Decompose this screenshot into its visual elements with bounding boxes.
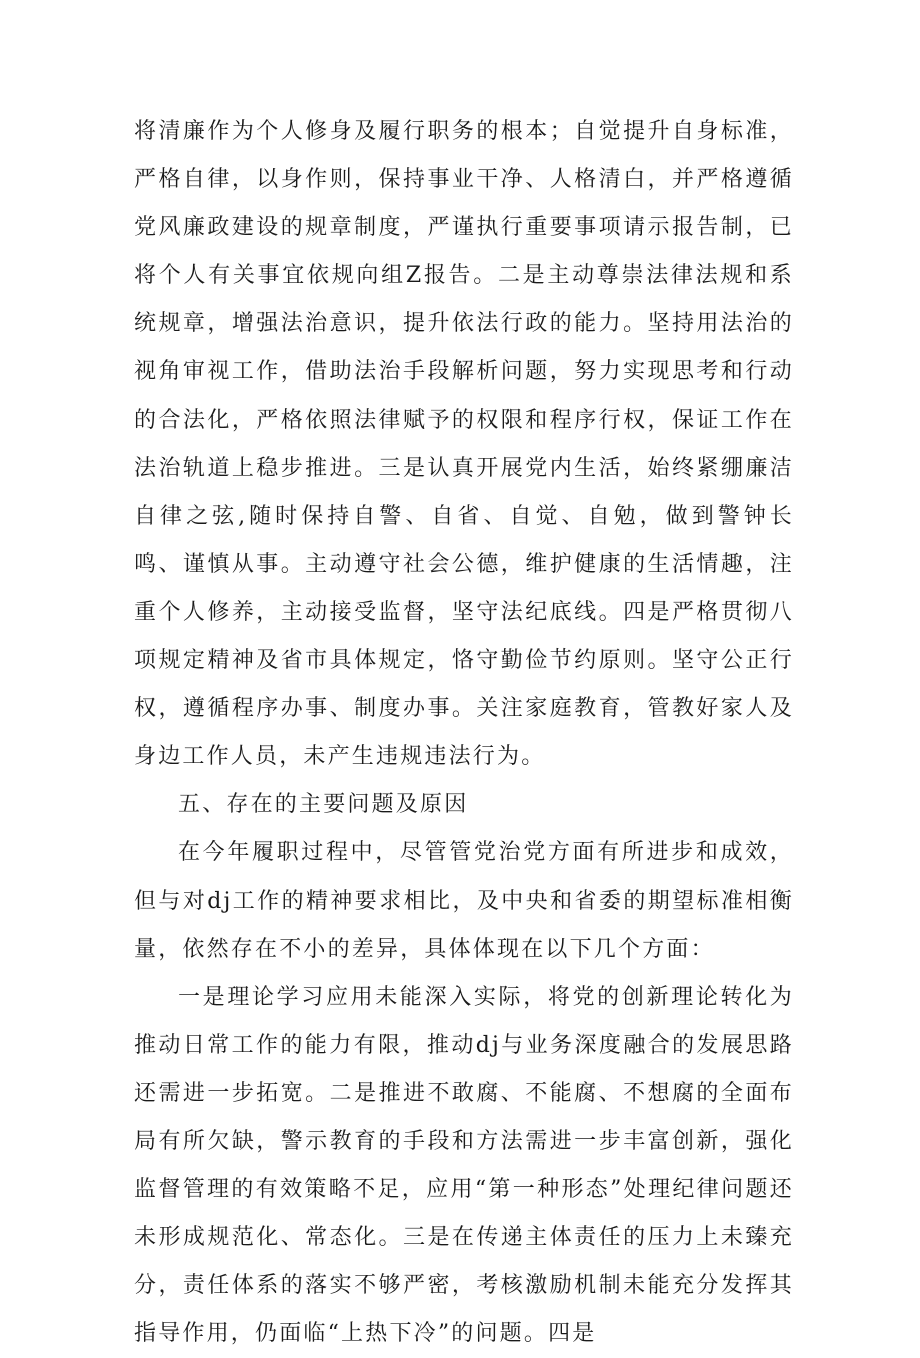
paragraph-problems: 一是理论学习应用未能深入实际，将党的创新理论转化为推动日常工作的能力有限，推动dj与业务深度融合的发展思路还需进一步拓宽。二是推进不敢腐、不能腐、不想腐的全面布局有所欠缺，警示教育的手段和方法需进一步丰富创新，强化监督管理的有效策略不足，应用“第一种形态”处理纪律问题还未形成规范化、常态化。三是在传递主体责任的压力上未臻充分，责任体系的落实不够严密，考核激励机制未能充分发挥其指导作用，仍面临“上热下冷”的问题。四是 (134, 984, 794, 1347)
section-heading: 五、存在的主要问题及原因 (178, 792, 469, 818)
document-body (134, 108, 794, 1358)
paragraph-continuation: 将清廉作为个人修身及履行职务的根本；自觉提升自身标准，严格自律，以身作则，保持事业干净、人格清白，并严格遵循党风廉政建设的规章制度，严谨执行重要事项请示报告制，已将个人有关事宜依规向组Z报告。二是主动尊崇法律法规和系统规章，增强法治意识，提升依法行政的能力。坚持用法治的视角审视工作，借助法治手段解析问题，努力实现思考和行动的合法化，严格依照法律赋予的权限和程序行权，保证工作在法治轨道上稳步推进。三是认真开展党内生活，始终紧绷廉洁自律之弦,随时保持自警、自省、自觉、自勉，做到警钟长鸣、谨慎从事。主动遵守社会公德，维护健康的生活情趣，注重个人修养，主动接受监督，坚守法纪底线。四是严格贯彻八项规定精神及省市具体规定，恪守勤俭节约原则。坚守公正行权，遵循程序办事、制度办事。关注家庭教育，管教好家人及身边工作人员，未产生违规违法行为。 (134, 119, 794, 770)
paragraph-intro: 在今年履职过程中，尽管管党治党方面有所进步和成效，但与对dj工作的精神要求相比，及中央和省委的期望标准相衡量，依然存在不小的差异，具体体现在以下几个方面： (134, 840, 794, 962)
